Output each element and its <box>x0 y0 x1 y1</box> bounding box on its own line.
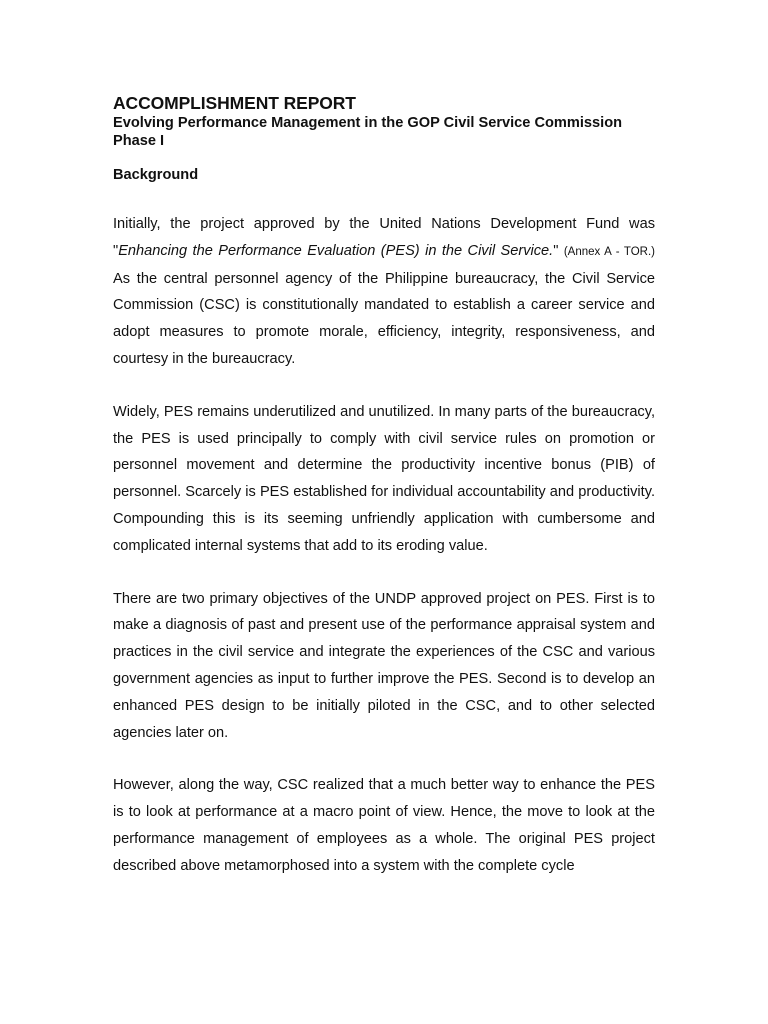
report-title: ACCOMPLISHMENT REPORT <box>113 93 356 113</box>
annex-reference: (Annex A - TOR.) <box>563 245 655 258</box>
subtitle-line-2: Phase I <box>113 133 165 149</box>
paragraph-1 <box>113 211 655 373</box>
section-heading-background: Background <box>113 167 199 183</box>
paragraph-1-intro: Initially, the project approved by the United Nations Development Fund was " <box>113 216 655 259</box>
paragraph-1-rest: As the central personnel agency of the Philippine bureaucracy, the Civil Service Commission (CSC) is constitutionally mandated to establish a career service and adopt measures to promote morale, efficiency, integrity, responsiveness, and courtesy in the bureaucracy. <box>113 270 655 367</box>
subtitle-line-1: Evolving Performance Management in the GOP Civil Service Commission <box>113 115 623 131</box>
paragraph-1-after-emphasis: " <box>553 242 564 259</box>
document-page <box>113 92 655 880</box>
paragraph-1-emphasis: Enhancing the Performance Evaluation (PES) in the Civil Service. <box>118 242 554 259</box>
report-subtitle <box>113 114 655 150</box>
paragraph-4: However, along the way, CSC realized that a much better way to enhance the PES is to look at performance at a macro point of view. Hence, the move to look at the performance management of employees as a whole. The original PES project described above metamorphosed into a system with the complete cycle <box>113 777 655 874</box>
paragraph-3: There are two primary objectives of the UNDP approved project on PES. First is to make a diagnosis of past and present use of the performance appraisal system and practices in the civil service and integrate the experiences of the CSC and various government agencies as input to further improve the PES. Second is to develop an enhanced PES design to be initially piloted in the CSC, and to other selected agencies later on. <box>113 590 655 741</box>
paragraph-2: Widely, PES remains underutilized and unutilized. In many parts of the bureaucracy, the PES is used principally to comply with civil service rules on promotion or personnel movement and determine the productivity incentive bonus (PIB) of personnel. Scarcely is PES established for individual accountability and productivity. Compounding this is its seeming unfriendly application with cumbersome and complicated internal systems that add to its eroding value. <box>113 403 655 554</box>
